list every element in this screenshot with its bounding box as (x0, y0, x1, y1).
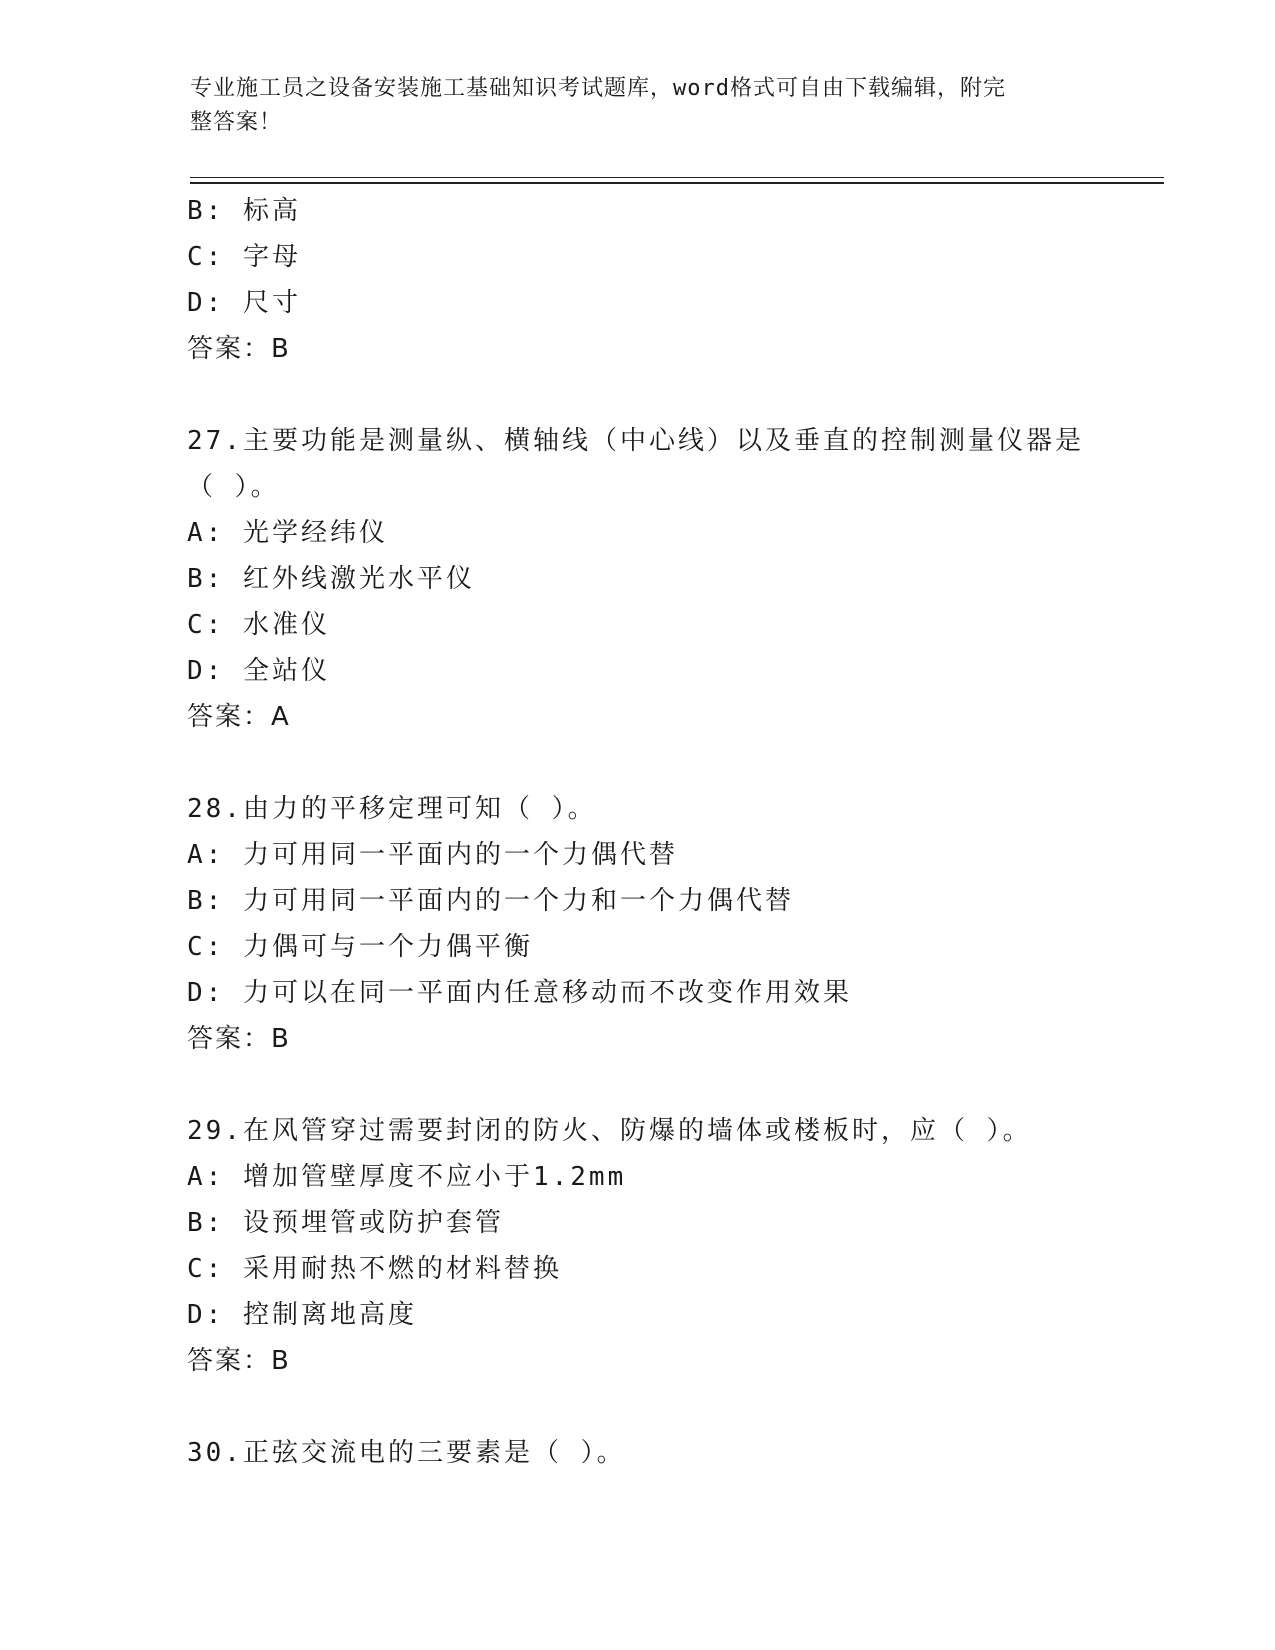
option-c: C: 采用耐热不燃的材料替换 (187, 1254, 562, 1284)
answer: 答案：A (187, 702, 291, 732)
header-line-1: 专业施工员之设备安装施工基础知识考试题库，word格式可自由下载编辑，附完 (190, 76, 1006, 101)
spacer (187, 372, 1087, 418)
question-29 (187, 1108, 1087, 1384)
option-b: B: 设预埋管或防护套管 (187, 1208, 504, 1238)
question-stem: 30.正弦交流电的三要素是（ ）。 (187, 1438, 626, 1468)
option-d: D: 控制离地高度 (187, 1300, 417, 1330)
header-line-2: 整答案！ (190, 110, 283, 135)
question-stem: 29.在风管穿过需要封闭的防火、防爆的墙体或楼板时，应（ ）。 (187, 1116, 1032, 1146)
option-b: B: 力可用同一平面内的一个力和一个力偶代替 (187, 886, 794, 916)
option-d: D: 全站仪 (187, 656, 330, 686)
question-stem-cont: （ ）。 (187, 472, 280, 502)
question-27 (187, 418, 1087, 740)
answer: 答案：B (187, 1346, 291, 1376)
option-a: A: 力可用同一平面内的一个力偶代替 (187, 840, 678, 870)
option-c: C: 水准仪 (187, 610, 330, 640)
spacer (187, 1384, 1087, 1430)
question-stem: 27.主要功能是测量纵、横轴线（中心线）以及垂直的控制测量仪器是 (187, 426, 1084, 456)
document-header (190, 72, 1080, 140)
question-30 (187, 1430, 1087, 1476)
document-body (187, 188, 1087, 1476)
option-c: C: 字母 (187, 242, 301, 272)
option-a: A: 增加管壁厚度不应小于1.2mm (187, 1162, 627, 1192)
answer: 答案：B (187, 334, 291, 364)
answer: 答案：B (187, 1024, 291, 1054)
spacer (187, 740, 1087, 786)
option-b: B: 红外线激光水平仪 (187, 564, 475, 594)
option-b: B: 标高 (187, 196, 301, 226)
question-28 (187, 786, 1087, 1062)
question-26-tail (187, 188, 1087, 372)
header-rule-thin (190, 177, 1164, 178)
header-rule-thick (190, 182, 1164, 184)
question-stem: 28.由力的平移定理可知（ ）。 (187, 794, 597, 824)
option-d: D: 尺寸 (187, 288, 301, 318)
option-d: D: 力可以在同一平面内任意移动而不改变作用效果 (187, 978, 852, 1008)
option-c: C: 力偶可与一个力偶平衡 (187, 932, 533, 962)
spacer (187, 1062, 1087, 1108)
option-a: A: 光学经纬仪 (187, 518, 388, 548)
